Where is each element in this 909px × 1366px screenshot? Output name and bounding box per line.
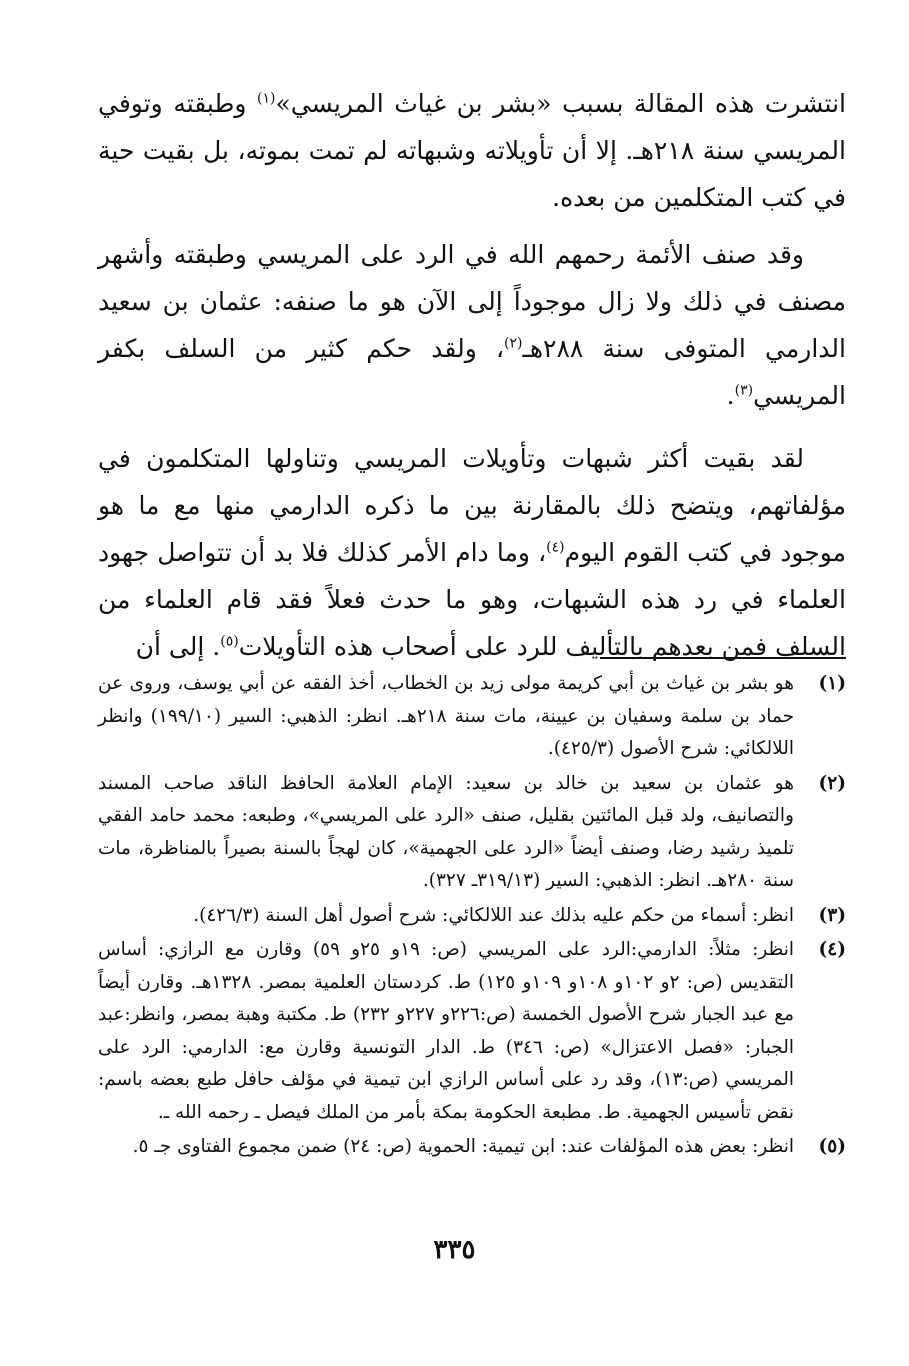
page-number: ٣٣٥ — [433, 1235, 476, 1265]
footnote-number: (٢) — [818, 772, 846, 794]
footnote-text: انظر: أسماء من حكم عليه بذلك عند اللالكائي: شرح أصول أهل السنة (٤٢٦/٣). — [193, 904, 794, 926]
footnote-3 — [98, 900, 846, 933]
text-run: وطبقته وتوفي المريسي سنة ٢١٨هـ. إلا أن تأويلاته وشبهاته لم تمت بموته، بل بقيت حية في كتب المتكلمين من بعده. — [98, 89, 846, 212]
footnote-ref-5[interactable]: (٥) — [220, 633, 239, 650]
footnotes — [98, 668, 846, 1166]
footnote-text: انظر: بعض هذه المؤلفات عند: ابن تيمية: الحموية (ص: ٢٤) ضمن مجموع الفتاوى جـ ٥. — [132, 1136, 794, 1157]
footnote-ref-2[interactable]: (٢) — [504, 335, 523, 352]
footnote-5 — [98, 1131, 846, 1164]
footnote-text: هو عثمان بن سعيد بن خالد بن سعيد: الإمام العلامة الحافظ الناقد صاحب المسند والتصانيف، ولد قبل المائتين بقليل، صنف «الرد على المريسي»، وطبعه: محمد حامد الفقي تلميذ رشيد رضا، وصنف أيضاً «الرد على الجهمية»، كان لهجاً بالسنة بصيراً بالمناظرة، مات سنة ٢٨٠هـ. انظر: الذهبي: السير (٣١٩/١٣ـ ٣٢٧). — [98, 772, 794, 891]
footnote-2 — [98, 768, 846, 898]
paragraph-2 — [98, 231, 846, 419]
footnote-ref-1[interactable]: (١) — [257, 90, 276, 107]
main-text — [98, 80, 846, 670]
text-run: لقد بقيت أكثر شبهات وتأويلات المريسي وتناولها المتكلمون في مؤلفاتهم، ويتضح ذلك بالمقارنة بين ما ذكره الدارمي منها مع ما هو موجود في كتب القوم اليوم — [98, 444, 847, 567]
footnote-number: (٤) — [818, 939, 846, 960]
footnote-text: انظر: مثلاً: الدارمي:الرد على المريسي (ص: ١٩و ٢٥و ٥٩) وقارن مع الرازي: أساس التقديس (ص: ٢و ١٠٢و ١٠٨و ١٠٩و ١٢٥) ط. كردستان العلمية بمصر. ١٣٢٨هـ. وقارن أيضاً مع عبد الجبار شرح الأصول الخمسة (ص:٢٢٦و ٢٢٧و ٢٣٢) ط. مكتبة وهبة بمصر، وانظر:عبد الجبار: «فصل الاعتزال» (ص: ٣٤٦) ط. الدار التونسية وقارن مع: الدارمي: الرد على المريسي (ص:١٣)، وقد رد على أساس الرازي ابن تيمية في مؤلف حافل طبع بعضه باسم: نقض تأسيس الجهمية. ط. مطبعة الحكومة بمكة بأمر من الملك فيصل ـ رحمه الله ـ. — [98, 939, 795, 1123]
text-run: ، ولقد حكم كثير من السلف بكفر المريسي — [98, 334, 846, 410]
footnote-number: (١) — [818, 673, 846, 694]
text-run: . — [726, 381, 735, 410]
footnote-4 — [98, 934, 846, 1129]
footnote-text: هو بشر بن غياث بن أبي كريمة مولى زيد بن الخطاب، أخذ الفقه عن أبي يوسف، وروى عن حماد بن سلمة وسفيان بن عيينة، مات سنة ٢١٨هـ. انظر: الذهبي: السير (١٩٩/١٠) وانظر اللالكائي: شرح الأصول (٤٢٥/٣). — [98, 673, 794, 759]
footnote-number: (٥) — [818, 1136, 846, 1157]
footnote-separator — [600, 657, 846, 659]
text-run: ، وما دام الأمر كذلك فلا بد أن تتواصل جهود العلماء في رد هذه الشبهات، وهو ما حدث فعلاً فقد قام العلماء من السلف فمن بعدهم بالتأليف للرد على أصحاب هذه التأويلات — [98, 538, 846, 661]
footnote-ref-3[interactable]: (٣) — [734, 382, 754, 399]
paragraph-1 — [98, 80, 846, 221]
footnote-number: (٣) — [818, 904, 846, 926]
text-run: وقد صنف الأئمة رحمهم الله في الرد على المريسي وطبقته وأشهر مصنف في ذلك ولا زال موجوداً إلى الآن هو ما صنفه: عثمان بن سعيد الدارمي المتوفى سنة ٢٨٨هـ — [98, 240, 846, 363]
text-run: . إلى أن — [135, 632, 221, 661]
paragraph-3 — [98, 435, 846, 670]
footnote-1 — [98, 668, 846, 766]
text-run: انتشرت هذه المقالة بسبب «بشر بن غياث المريسي» — [275, 89, 846, 118]
footnote-ref-4[interactable]: (٤) — [546, 539, 565, 556]
